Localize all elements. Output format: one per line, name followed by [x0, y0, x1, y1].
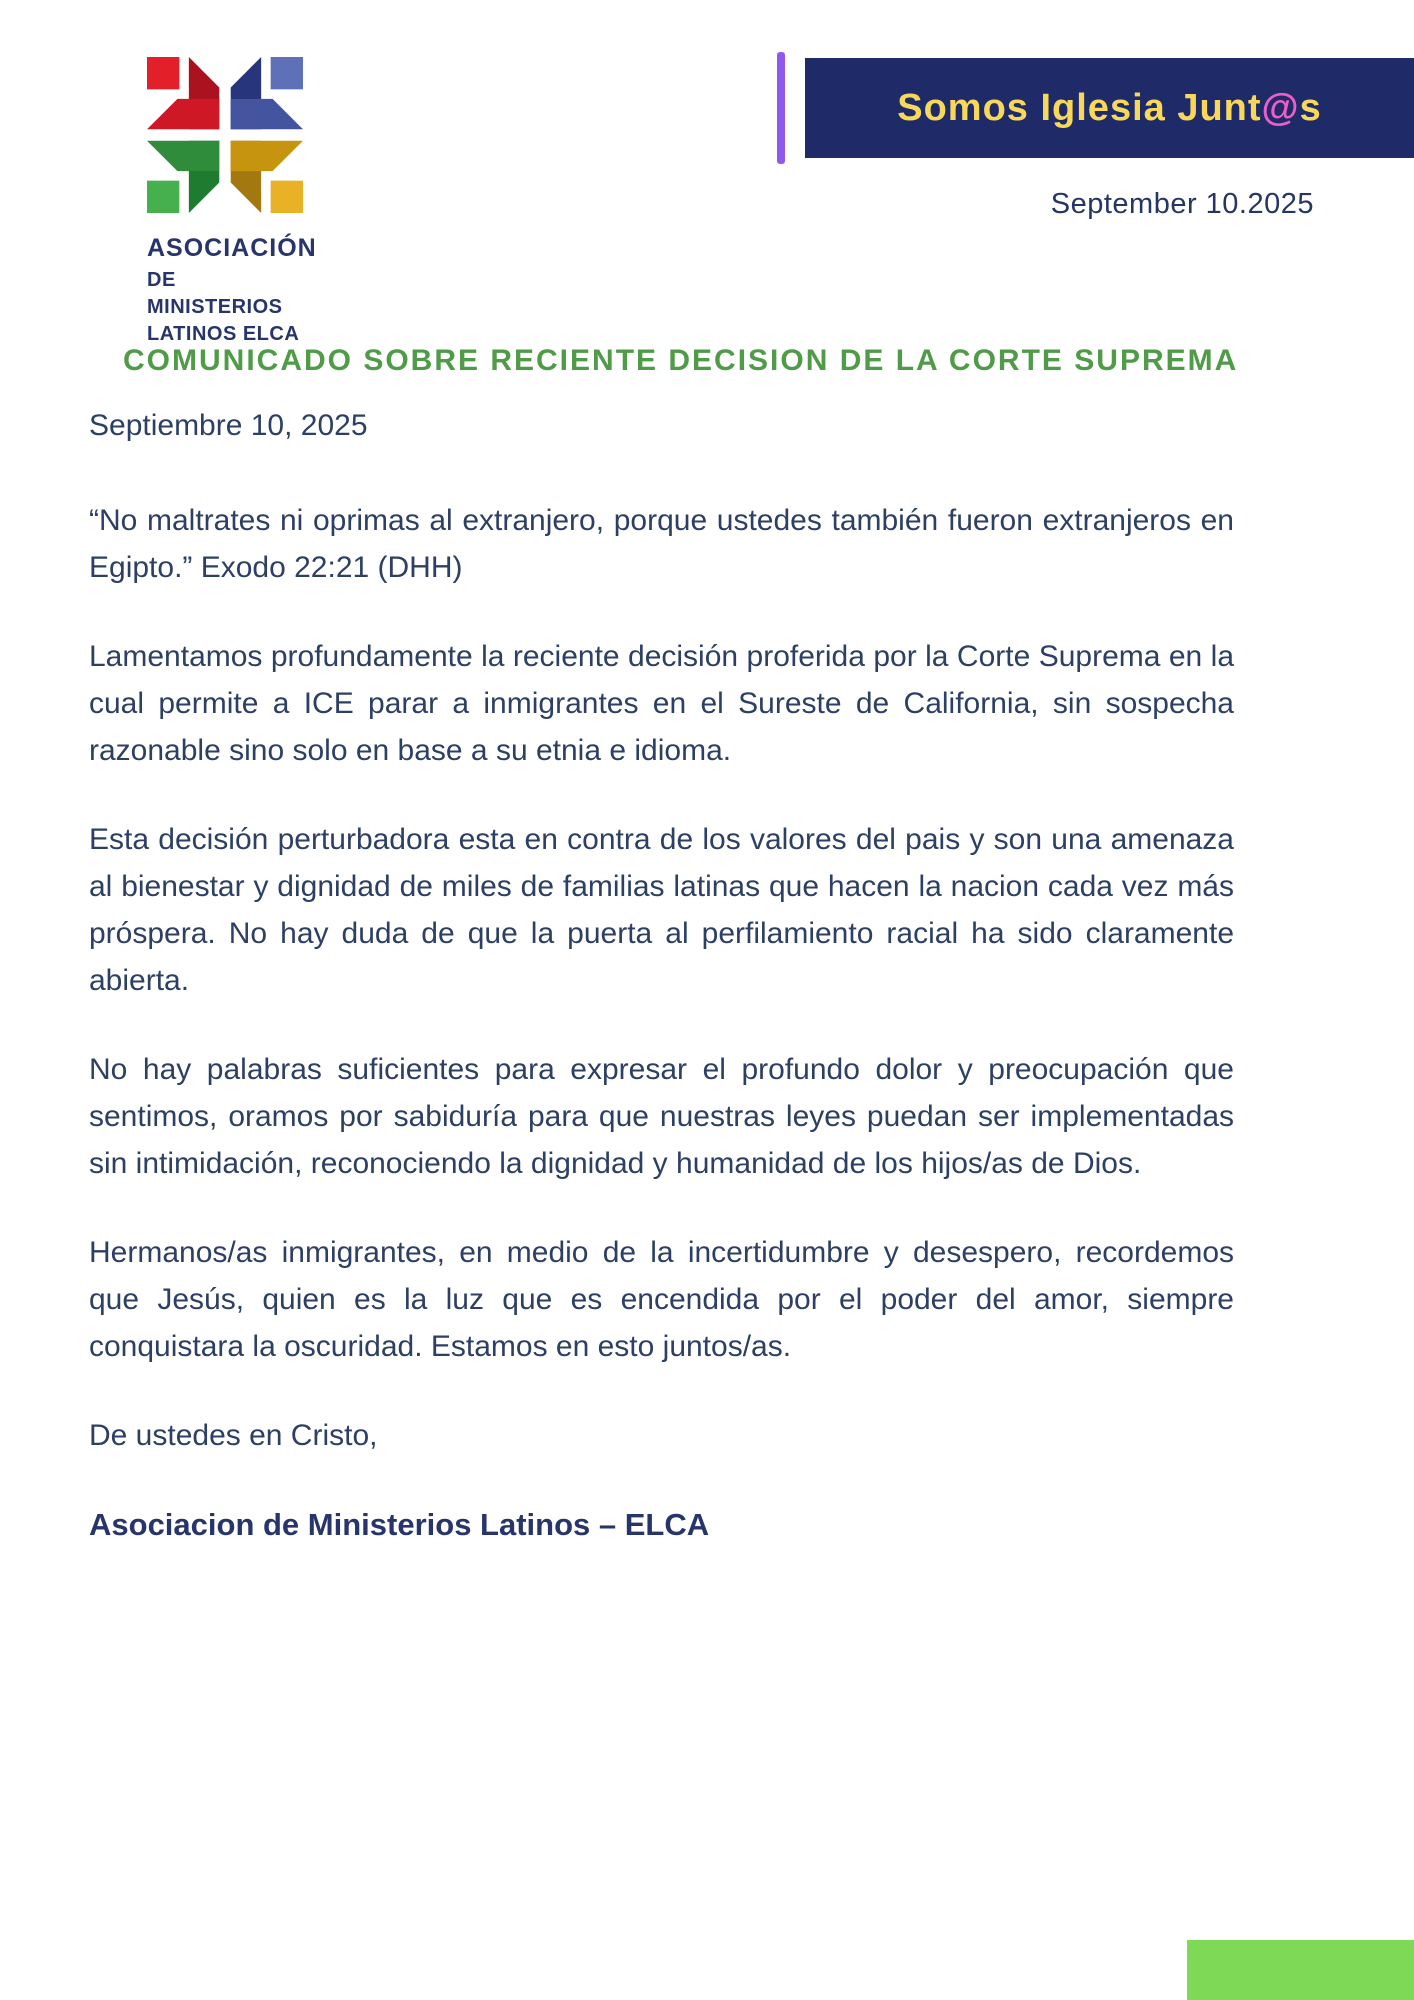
org-logo — [147, 55, 317, 348]
date-spanish: Septiembre 10, 2025 — [89, 409, 368, 442]
banner-title — [897, 87, 1322, 130]
body-paragraph: No hay palabras suficientes para expresar el profundo dolor y preocupación que sentimos, oramos por sabiduría para que nuestras leyes puedan ser implementadas sin intimidación, reconociendo la dignidad y humanidad de los hijos/as de Dios. — [89, 1053, 1234, 1180]
body-paragraph-quote: “No maltrates ni oprimas al extranjero, porque ustedes también fueron extranjeros en Egipto.” Exodo 22:21 (DHH) — [89, 504, 1234, 584]
signature-line: Asociacion de Ministerios Latinos – ELCA — [89, 1507, 710, 1542]
body-paragraph: Esta decisión perturbadora esta en contra de los valores del pais y son una amenaza al bienestar y dignidad de miles de familias latinas que hacen la nacion cada vez más próspera. No hay duda de que la puerta al perfilamiento racial ha sido claramente abierta. — [89, 823, 1234, 997]
footer-green-block — [1187, 1940, 1414, 2000]
purple-accent-bar — [777, 52, 785, 164]
org-name-line2: DE MINISTERIOS — [147, 269, 283, 318]
date-english: September 10.2025 — [1050, 188, 1314, 220]
org-name-line1: ASOCIACIÓN — [147, 234, 317, 262]
closing-line: De ustedes en Cristo, — [89, 1419, 378, 1452]
org-logo-text — [147, 231, 317, 348]
org-name-line3: LATINOS ELCA — [147, 323, 300, 345]
banner-title-suffix: s — [1299, 86, 1322, 129]
banner-at-symbol: @ — [1261, 86, 1300, 129]
banner-title-prefix: Somos Iglesia Junt — [897, 86, 1262, 129]
body-paragraph: Hermanos/as inmigrantes, en medio de la incertidumbre y desespero, recordemos que Jesús, quien es la luz que es encendida por el poder del amor, siempre conquistara la oscuridad. Estamos en esto juntos/as. — [89, 1236, 1234, 1363]
document-body — [89, 402, 1234, 1548]
body-paragraph: Lamentamos profundamente la reciente decisión proferida por la Corte Suprema en la cual permite a ICE parar a inmigrantes en el Sureste de California, sin sospecha razonable sino solo en base a su etnia e idioma. — [89, 640, 1234, 767]
pinwheel-logo-icon — [147, 55, 303, 215]
campaign-banner — [805, 58, 1414, 158]
document-heading: COMUNICADO SOBRE RECIENTE DECISION DE LA CORTE SUPREMA — [123, 344, 1239, 377]
